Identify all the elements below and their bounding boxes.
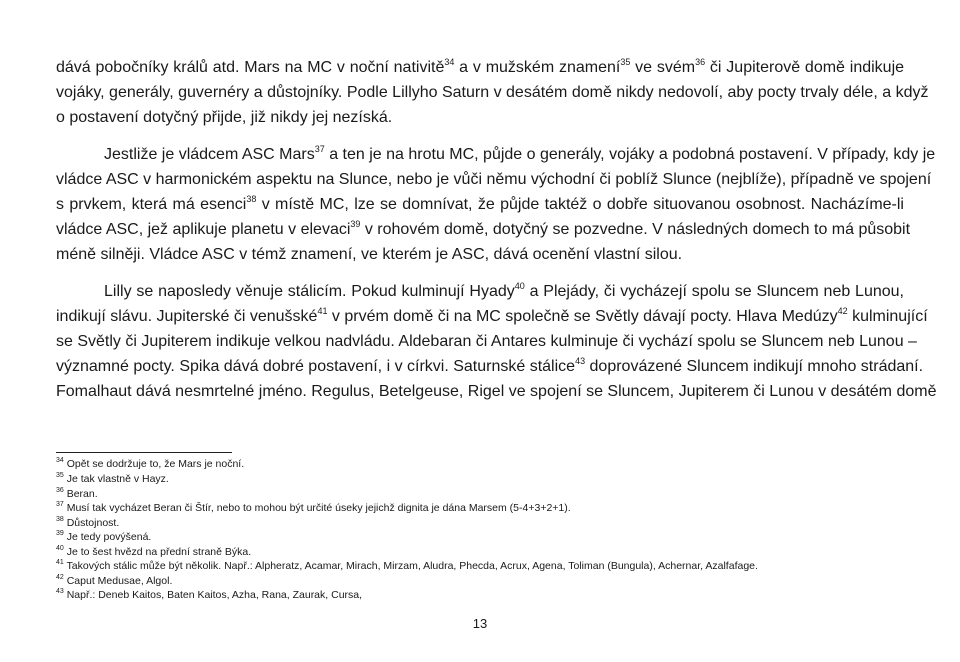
footnote-divider <box>56 452 232 453</box>
footnote <box>56 502 916 515</box>
footnote-text: Je tedy povýšená. <box>63 531 152 543</box>
footnote-ref[interactable]: 39 <box>350 219 361 229</box>
text-run: ve svém <box>630 59 696 76</box>
footnote-text: Caput Medusae, Algol. <box>63 575 173 587</box>
footnote-ref[interactable]: 41 <box>317 306 328 316</box>
paragraph-line <box>104 144 936 165</box>
footnote <box>56 488 916 501</box>
footnote-ref[interactable]: 34 <box>444 57 455 67</box>
footnote <box>56 473 916 486</box>
footnote <box>56 531 916 544</box>
footnote-ref[interactable]: 38 <box>246 194 257 204</box>
footnote-ref[interactable]: 36 <box>695 57 706 67</box>
paragraph-line: se Světly či Jupiterem indikuje velkou nadvládu. Aldebaran či Antares kulminuje či vychází spolu se Sluncem neb Lunou – <box>56 333 917 350</box>
footnote-number: 43 <box>56 588 64 595</box>
text-run: či Jupiterově domě indikuje <box>705 59 905 76</box>
paragraph-line <box>56 219 911 240</box>
footnote-text: Musí tak vycházet Beran či Štír, nebo to mohou být určité úseky jejichž dignita je dána Marsem (5-4+3+2+1). <box>63 502 571 514</box>
footnote-text: Opět se dodržuje to, že Mars je noční. <box>63 458 245 470</box>
paragraph-line <box>56 356 924 377</box>
footnote-number: 41 <box>56 559 64 566</box>
text-run: a Plejády, či vycházejí spolu se Sluncem neb Lunou, <box>524 283 904 300</box>
text-run: a ten je na hrotu MC, půjde o generály, vojáky a podobná postavení. V případy, kdy je <box>324 146 936 163</box>
text-run: významné pocty. Spika dává dobré postavení, i v církvi. Saturnské stálice <box>56 358 576 375</box>
paragraph-line: o postavení dotyčný přijde, již nikdy jej nezíská. <box>56 109 393 126</box>
footnote <box>56 546 916 559</box>
paragraph-line <box>56 306 928 327</box>
text-run: kulminující <box>847 308 928 325</box>
text-run: s prvkem, která má esenci <box>56 196 247 213</box>
footnote-ref[interactable]: 35 <box>620 57 631 67</box>
footnote-text: Je tak vlastně v Hayz. <box>63 473 169 485</box>
paragraph-line: Fomalhaut dává nesmrtelné jméno. Regulus, Betelgeuse, Rigel ve spojení se Sluncem, Jupiterem či Lunou v desátém domě <box>56 383 937 400</box>
footnote-text: Důstojnost. <box>63 517 120 529</box>
text-run: v rohovém domě, dotyčný se pozvedne. V následných domech to má působit <box>360 221 911 238</box>
paragraph-line <box>104 282 904 302</box>
footnote <box>56 458 916 471</box>
footnote <box>56 560 916 573</box>
footnote-number: 39 <box>56 530 64 537</box>
footnote-text: Např.: Deneb Kaitos, Baten Kaitos, Azha, Rana, Zaurak, Cursa, <box>63 589 363 601</box>
text-run: v místě MC, lze se domnívat, že půjde taktéž o dobře situovanou osobnost. Nacházíme-li <box>256 196 904 213</box>
footnote <box>56 575 916 588</box>
text-run: dává pobočníky králů atd. Mars na MC v noční nativitě <box>56 59 445 76</box>
paragraph-line <box>56 58 904 78</box>
footnote-ref[interactable]: 40 <box>514 281 525 291</box>
paragraph-line: méně silněji. Vládce ASC v témž znamení, ve kterém je ASC, dává ocenění vlastní silou. <box>56 246 683 263</box>
footnote <box>56 517 916 530</box>
footnote-number: 38 <box>56 516 64 523</box>
footnote-number: 35 <box>56 472 64 479</box>
text-run: vládce ASC, jež aplikuje planetu v elevaci <box>56 221 351 238</box>
text-run: v prvém domě či na MC společně se Světly dávají pocty. Hlava Medúzy <box>327 308 838 325</box>
footnote-number: 40 <box>56 545 64 552</box>
page-number: 13 <box>472 616 488 631</box>
footnote-text: Beran. <box>63 488 98 500</box>
text-run: indikují slávu. Jupiterské či venušské <box>56 308 318 325</box>
footnote-ref[interactable]: 37 <box>314 144 325 154</box>
text-run: Lilly se naposledy věnuje stálicím. Pokud kulminují Hyady <box>104 283 515 300</box>
footnote-text: Je to šest hvězd na přední straně Býka. <box>63 546 252 558</box>
paragraph-line <box>56 195 904 215</box>
footnote <box>56 589 916 602</box>
paragraph-line: vojáky, generály, guvernéry a důstojníky. Podle Lillyho Saturn v desátém domě nikdy nedovolí, aby pocty trvaly déle, a když <box>56 84 929 101</box>
footnote-number: 34 <box>56 457 64 464</box>
text-run: a v mužském znamení <box>454 59 621 76</box>
text-run: Jestliže je vládcem ASC Mars <box>104 146 315 163</box>
footnote-text: Takových stálic může být několik. Např.: Alpheratz, Acamar, Mirach, Mirzam, Aludra, Phecda, Acrux, Agena, Toliman (Bungula), Achernar, Azalfafage. <box>63 560 758 572</box>
footnote-ref[interactable]: 43 <box>575 356 586 366</box>
text-run: doprovázené Sluncem indikují mnoho strádaní. <box>585 358 924 375</box>
paragraph-line: vládce ASC v harmonickém aspektu na Slunce, nebo je vůči němu východní či poblíž Slunce (nejblíže), případně ve spojení <box>56 171 932 188</box>
footnote-number: 36 <box>56 487 64 494</box>
footnote-ref[interactable]: 42 <box>837 306 848 316</box>
footnote-number: 42 <box>56 574 64 581</box>
footnote-number: 37 <box>56 501 64 508</box>
